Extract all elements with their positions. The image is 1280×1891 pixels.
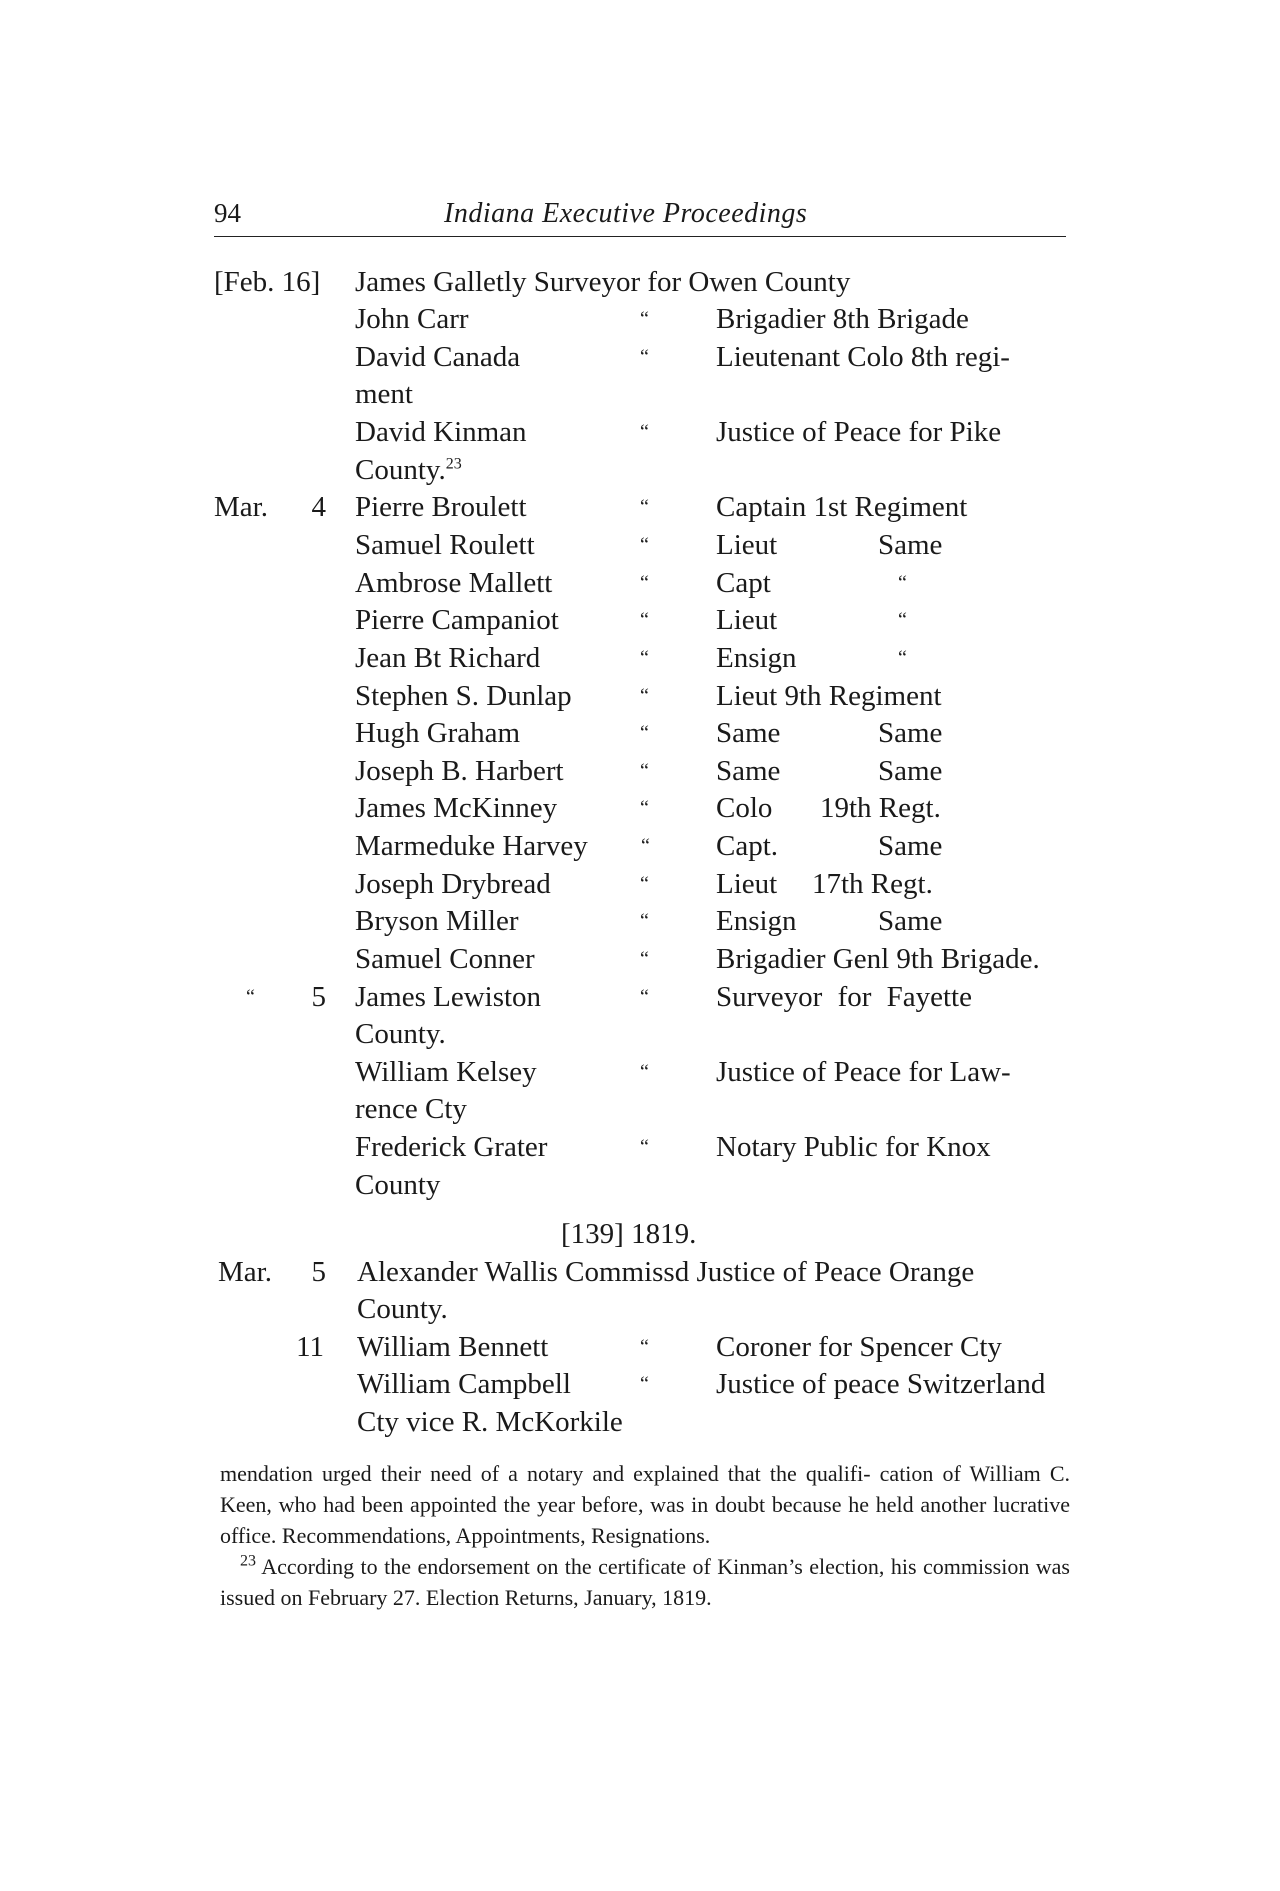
continuation-text: County.	[355, 454, 446, 486]
entry-name: Pierre Campaniot	[355, 604, 559, 636]
ditto-mark: “	[640, 797, 649, 819]
footnote-marker: 23	[240, 1552, 256, 1570]
entry-office: Notary Public for Knox	[716, 1131, 991, 1163]
running-title: Indiana Executive Proceedings	[444, 198, 808, 229]
entry-office: Brigadier 8th Brigade	[716, 303, 969, 335]
ditto-mark: “	[640, 346, 649, 368]
entry-office-unit: 19th Regt.	[820, 792, 941, 824]
ditto-mark: “	[898, 647, 907, 669]
ditto-mark: “	[641, 835, 650, 857]
ditto-mark: “	[640, 948, 649, 970]
entry-name: Stephen S. Dunlap	[355, 680, 572, 712]
entry-name: James McKinney	[355, 792, 558, 824]
ditto-mark: “	[640, 496, 649, 518]
ditto-mark: “	[640, 910, 649, 932]
entry-office: Capt	[716, 567, 771, 599]
ditto-mark: “	[640, 1373, 649, 1395]
ditto-mark: “	[640, 609, 649, 631]
ditto-mark: “	[640, 572, 649, 594]
entry-day: 4	[311, 491, 326, 523]
entry-name: Frederick Grater	[355, 1131, 548, 1163]
entry-name: David Kinman	[355, 416, 527, 448]
ditto-mark: “	[640, 421, 649, 443]
entry-text: James Galletly Surveyor for Owen County	[355, 266, 851, 298]
entry-office-unit: Same	[878, 717, 943, 749]
ditto-mark: “	[640, 534, 649, 556]
entry-name: Bryson Miller	[355, 905, 519, 937]
entry-name: Samuel Roulett	[355, 529, 535, 561]
ditto-mark: “	[640, 308, 649, 330]
entry-office: Capt.	[716, 830, 779, 862]
entry-name: Samuel Conner	[355, 943, 535, 975]
entry-office-unit: Same	[878, 905, 943, 937]
entry-continuation: rence Cty	[355, 1093, 467, 1125]
entry-name: Hugh Graham	[355, 717, 521, 749]
entry-office: Ensign	[716, 905, 797, 937]
entry-name: David Canada	[355, 341, 521, 373]
entry-name: William Campbell	[357, 1368, 571, 1400]
entry-name: Joseph Drybread	[355, 868, 551, 900]
ditto-mark: “	[640, 986, 649, 1008]
entry-name: Jean Bt Richard	[355, 642, 541, 674]
ditto-mark: “	[640, 722, 649, 744]
entry-continuation: County.	[355, 1018, 446, 1050]
ditto-mark: “	[898, 609, 907, 631]
footnote-text: According to the endorsement on the certificate of Kinman’s election, his commission was issued on February 27. Election Returns, January, 1819.	[220, 1554, 1070, 1610]
entry-office: Surveyor for Fayette	[716, 981, 972, 1013]
entry-continuation: County	[355, 1169, 441, 1201]
entry-office: Justice of Peace for Pike	[716, 416, 1002, 448]
ditto-mark: “	[640, 1061, 649, 1083]
entry-text: Alexander Wallis Commissd Justice of Peace Orange	[357, 1256, 975, 1288]
ditto-mark: “	[640, 760, 649, 782]
entry-name: John Carr	[355, 303, 469, 335]
entry-name: Pierre Broulett	[355, 491, 527, 523]
entry-name: William Bennett	[357, 1331, 549, 1363]
entry-office-unit: Same	[878, 755, 943, 787]
entry-office: Brigadier Genl 9th Brigade.	[716, 943, 1040, 975]
entry-office: Lieutenant Colo 8th regi-	[716, 341, 1010, 373]
entry-name: Ambrose Mallett	[355, 567, 553, 599]
entry-office: Lieut	[716, 868, 778, 900]
footnote-23	[220, 1551, 1070, 1613]
footnote-ref: 23	[445, 455, 462, 473]
ditto-mark: “	[640, 685, 649, 707]
entry-office: Justice of peace Switzerland	[716, 1368, 1046, 1400]
entry-office: Ensign	[716, 642, 797, 674]
entry-day: 5	[311, 981, 326, 1013]
ditto-mark: “	[640, 1336, 649, 1358]
entry-day: 5	[311, 1256, 326, 1288]
entry-office-unit: Same	[878, 529, 943, 561]
ditto-mark: “	[640, 873, 649, 895]
entry-date: [Feb. 16]	[214, 266, 321, 298]
entry-date: Mar.	[214, 491, 268, 523]
ditto-mark: “	[898, 572, 907, 594]
ditto-mark: “	[640, 647, 649, 669]
entry-name: William Kelsey	[355, 1056, 537, 1088]
entry-office: Same	[716, 755, 781, 787]
entry-name: Marmeduke Harvey	[355, 830, 588, 862]
footnotes	[220, 1458, 1070, 1613]
entry-date: Mar.	[218, 1256, 272, 1288]
entry-office-unit: Same	[878, 830, 943, 862]
entry-office: Justice of Peace for Law-	[716, 1056, 1011, 1088]
running-header	[214, 196, 1066, 237]
entry-office: Lieut 9th Regiment	[716, 680, 942, 712]
footnote-continued: mendation urged their need of a notary and explained that the qualifi- cation of William C. Keen, who had been appointed the year before, was in doubt because he held another lucrative office. Recommendations, Appointments, Resignations.	[220, 1461, 1070, 1548]
entry-office: Lieut	[716, 604, 778, 636]
entry-office-unit: 17th Regt.	[812, 868, 933, 900]
entry-office: Colo	[716, 792, 773, 824]
entry-office: Captain 1st Regiment	[716, 491, 968, 523]
entry-continuation: ment	[355, 378, 413, 410]
manuscript-page-marker: [139] 1819.	[561, 1218, 697, 1250]
entry-name: Joseph B. Harbert	[355, 755, 564, 787]
entry-continuation	[355, 451, 462, 489]
entry-office: Lieut	[716, 529, 778, 561]
page-marker-line	[561, 1215, 696, 1253]
entry-office: Coroner for Spencer Cty	[716, 1331, 1002, 1363]
entry-day: 11	[296, 1331, 324, 1363]
entry-office: Same	[716, 717, 781, 749]
ditto-mark: “	[246, 986, 255, 1008]
page-number: 94	[214, 198, 241, 228]
entry-name: James Lewiston	[355, 981, 542, 1013]
ditto-mark: “	[640, 1136, 649, 1158]
entry-continuation: Cty vice R. McKorkile	[357, 1406, 623, 1438]
entry-continuation: County.	[357, 1293, 448, 1325]
